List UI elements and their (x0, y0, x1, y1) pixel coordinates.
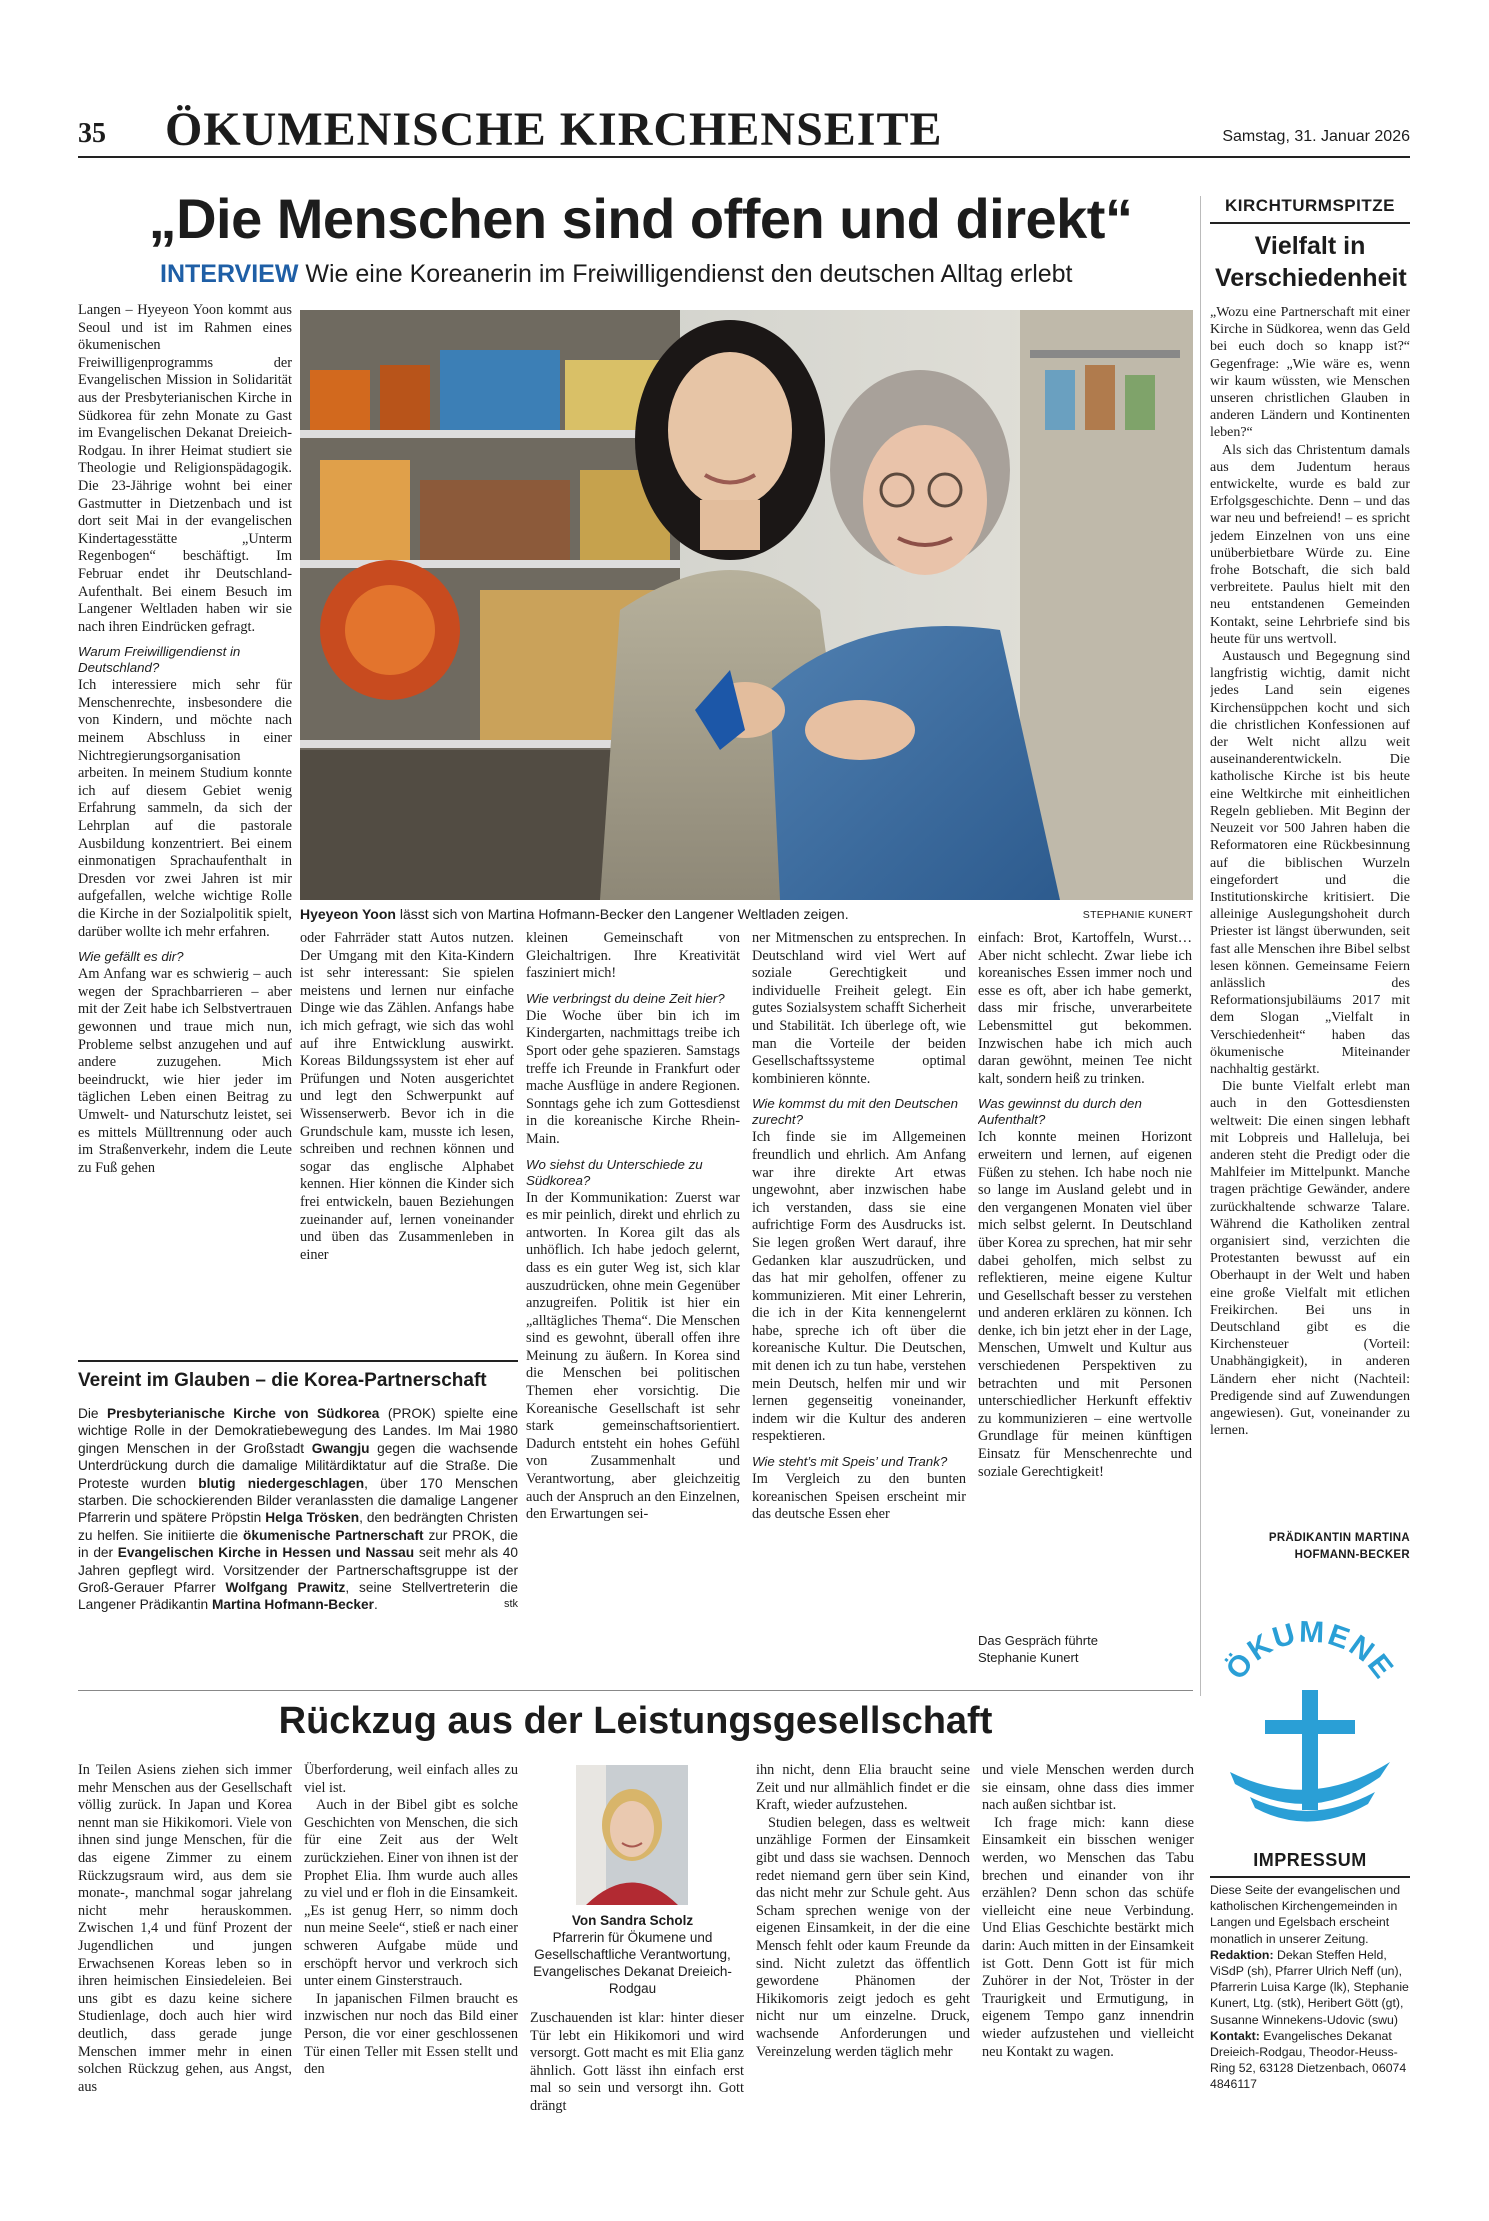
text: gegen die wachsende Unterdrückung durch die damalige Militärdiktatur auf die Straße. Die Proteste wurden (78, 1440, 518, 1491)
interview-headline: „Die Menschen sind offen und direkt“ (148, 187, 1133, 250)
author-line-2: HOFMANN-BECKER (1294, 1549, 1410, 1561)
question: Wie kommst du mit den Deutschen zurecht? (752, 1096, 959, 1128)
question: Warum Freiwilligendienst in Deutschland? (78, 644, 241, 676)
text: . (373, 1597, 378, 1613)
logo-text: ÖKUMENE (1219, 1615, 1401, 1686)
highlight: Presbyterianische Kirche von Südkorea (106, 1406, 380, 1421)
highlight: Wolfgang Prawitz (225, 1580, 346, 1596)
answer-continued: kleinen Gemeinschaft von Gleichaltrigen. Ihre Kreativität fasziniert mich! (526, 930, 740, 982)
question: Wie steht’s mit Speis’ und Trank? (752, 1454, 948, 1470)
text: , den bedrängten Christen zu helfen. Sie initiierte die (78, 1510, 518, 1543)
korea-box-rule (78, 1360, 518, 1362)
interview-byline (978, 1632, 1192, 1666)
svg-text:ÖKUMENE (1220, 1616, 1401, 1686)
essay-column-2 (304, 1762, 518, 2182)
kontakt-text: Evangelisches Dekanat Dreieich-Rodgau, Theodor-Heuss-Ring 52, 63128 Dietzenbach, 06074 4846117 (1210, 2028, 1407, 2092)
essay-column-4 (756, 1762, 970, 2182)
answer: Im Vergleich zu den bunten koreanischen Speisen erscheint mir das deutsche Essen eher (752, 1471, 966, 1523)
essay-paragraph: Studien belegen, dass es weltweit unzählige Formen der Einsamkeit gibt und dass sie wachsen. Dennoch redet niemand gern über sein Kind, das nicht mehr zur Schule geht. Aus Scham sprechen wenige von der eigenen Einsamkeit, in der die eine Mensch fehlt oder kaum Freunde da sind. Nicht zuletzt das öffentlich gewordene Phänomen der Hikikomoris zeigt jedoch es geht nicht nur um einzelne. Druck, wachsende Anforderungen und Vereinzelung werden täglich mehr (756, 1814, 970, 2060)
interview-column-1 (78, 302, 292, 1332)
byline-line-2: Stephanie Kunert (978, 1650, 1079, 1665)
interview-subline (160, 260, 1140, 289)
essay-paragraph: Ich frage mich: kann diese Einsamkeit ein bisschen weniger werden, wo Menschen das Tabu brechen und einander von ihr erzählen? Denn schon das schüfe vielleicht eine neue Verbindung. Und Elias Geschichte bestärkt mich darin: Auch mitten in der Einsamkeit ist Gott. Denn Gott ist für mich Zuhörer in der Not, Tröster in der Traurigkeit und Ermutigung, in eigenem Tempo ganz innendrin wieder aufzustehen und vielleicht neu Kontakt zu wagen. (982, 1814, 1194, 2060)
photo-caption (300, 906, 1000, 922)
essay-top-rule (78, 1690, 1193, 1691)
answer: Ich interessiere mich sehr für Menschenrechte, insbesondere die von Kindern, und möchte nach meinem Abschluss in einer Nichtregierungsorganisation arbeiten. In meinem Studium konnte ich auf diesem Gebiet wenig Erfahrung sammeln, da sich der Lehrplan auf die pastorale Ausbildung konzentriert. Bei einem einmonatigen Sprachaufenthalt in Dresden vor zwei Jahren ist mir aufgefallen, welche wichtige Rolle die Kirche in der Sozialpolitik spielt, darüber wollte ich mehr erfahren. (78, 677, 292, 940)
interview-photo (300, 310, 1193, 900)
sidebar-paragraph: Als sich das Christentum damals aus dem Judentum heraus entwickelte, wurde es bald zur Erfolgsgeschichte. Denn – und das war neu und befreiend! – es spricht jedem Einzelnen von uns eine unüberbietbare Würde zu. Eine frohe Botschaft, die sich bald verbreitete. Paulus hielt mit den neu entstandenen Gemeinden Kontakt, seine Lehrbriefe sind bis heute für uns wertvoll. (1210, 442, 1410, 647)
answer: In der Kommunikation: Zuerst war es mir peinlich, direkt und ehrlich zu antworten. In Korea gilt das als unhöflich. Ich habe jedoch gelernt, dass es ein guter Weg ist, sich klar auszudrücken, ohne mein Gegenüber anzugreifen. Politik ist hier ein „alltägliches Thema“. Die Menschen sind es gewohnt, überall offen ihre Meinung zu äußern. In Korea sind die Menschen bei politischen Themen eher vorsichtig. Die Koreanische Gesellschaft ist sehr stark gemeinschaftsorientiert. Dadurch entsteht ein hohes Gefühl von Zusammenhalt und Verantwortung, aber gleichzeitig auch der Anspruch an den Einzelnen, den Erwartungen sei- (526, 1189, 740, 1523)
korea-box-title: Vereint im Glauben – die Korea-Partnerschaft (78, 1370, 487, 1391)
text: Die (78, 1406, 107, 1421)
page-number: 35 (78, 118, 106, 149)
korea-box-text (78, 1405, 518, 1667)
highlight: Gwangju (311, 1440, 370, 1456)
text: seit mehr als 40 Jahren gepflegt wird. Vorsitzender der Partnerschaftsgruppe ist der Groß-Gerauer Pfarrer (78, 1545, 518, 1596)
answer-continued: ner Mitmenschen zu entsprechen. In Deutschland wird viel Wert auf soziale Gerechtigkeit und individuelle Freiheit gelegt. Ein gutes Sozialsystem schafft Sicherheit und Stabilität. Ich überlege oft, wie man die Vorteile der beiden Gesellschaftssysteme optimal kombinieren könnte. (752, 930, 966, 1087)
sidebar-paragraph: Die bunte Vielfalt erlebt man auch in den Gottesdiensten weltweit: Die einen singen lebhaft mit Lobpreis und Halleluja, bei anderen steht die Predigt oder die Mahlfeier im Mittelpunkt. Manche tragen prächtige Gewänder, andere zurückhaltende schwarze Talare. Während die Katholiken zentral organisiert sind, verzichten die Protestanten bewusst auf ein Oberhaupt in der Welt und haben eine große Vielfalt mit etlichen Freikirchen. Bei uns in Deutschland gibt es die Kirchensteuer (Vorteil: Unabhängigkeit), in anderen Ländern eher nicht (Nachteil: Predigende sind auf Zuwendungen angewiesen). Gut, voneinander zu lernen. (1210, 1079, 1410, 1439)
highlight: Evangelischen Kirche in Hessen und Nassau (117, 1545, 415, 1561)
sidebar-paragraph: „Wozu eine Partnerschaft mit einer Kirche in Südkorea, wenn das Geld bei euch doch so knapp ist?“ Gegenfrage: „Wie wäre es, wenn wir kaum wüssten, wie Menschen unseren christlichen Glauben in anderen Ländern und Kontinenten leben?“ (1210, 305, 1410, 441)
weltladen-photo-illustration (300, 310, 1193, 900)
essay-paragraph: In japanischen Filmen braucht es inzwischen nur noch das Bild einer Person, die vor einer geschlossenen Tür einen Teller mit Essen stellt und den (304, 1990, 518, 2078)
answer: Die Woche über bin ich im Kindergarten, nachmittags treibe ich Sport oder gehe spazieren. Samstags treffe ich Freunde in Frankfurt oder mache Ausflüge in andere Regionen. Sonntags gehe ich zum Gottesdienst in die koreanische Kirche Rhein-Main. (526, 1007, 740, 1147)
highlight: ökumenische Partnerschaft (243, 1527, 424, 1543)
sidebar-paragraph: Austausch und Begegnung sind langfristig wichtig, damit nicht jedes Land sein eigenes Kirchensüppchen kocht und sich die christlichen Konfessionen auf der Welt nicht allzu weit auseinanderentwickeln. Die katholische Kirche ist bis heute eine Weltkirche mit einheitlichen Regeln geblieben. Mit Beginn der Neuzeit vor 500 Jahren haben die Reformatoren eine Rückbesinnung auf die biblischen Wurzeln eingefordert und die Institutionskirche kritisiert. Die alleinige Auslegungshoheit durch Priester ist längst überwunden, seit fast alle Menschen ihre Bibel selbst lesen können. Gemeinsame Feiern anlässlich des Reformationsjubiläums 2017 mit dem Slogan „Vielfalt in Verschiedenheit“ haben das ökumenische Miteinander nachhaltig gestärkt. (1210, 649, 1410, 1077)
highlight: Martina Hofmann-Becker (211, 1597, 374, 1613)
text: , über 170 Menschen starben. Die schockierenden Bilder veranlassten die damalige Langener Pfarrerin und spätere Pröpstin (78, 1475, 518, 1526)
question: Wo siehst du Unterschiede zu Südkorea? (526, 1156, 703, 1188)
kicker-interview: INTERVIEW (160, 260, 299, 288)
question: Wie verbringst du deine Zeit hier? (526, 990, 725, 1006)
caption-text: lässt sich von Martina Hofmann-Becker den Langener Weltladen zeigen. (395, 906, 849, 922)
author-info (530, 1912, 735, 1997)
impressum-intro: Diese Seite der evangelischen und katholischen Kirchengemeinden in Langen und Egelsbach erscheint monatlich in unserer Zeitung. (1210, 1883, 1401, 1946)
author-portrait (576, 1765, 688, 1905)
caption-name: Hyeyeon Yoon (300, 906, 396, 922)
sidebar-divider (1200, 196, 1201, 1696)
photo-credit: STEPHANIE KUNERT (1082, 909, 1193, 921)
answer-continued: oder Fahrräder statt Autos nutzen. Der Umgang mit den Kita-Kindern ist sehr interessant: Sie spielen meistens und lernen nur einfache Dinge wie das Zählen. Anfangs habe ich mich gefragt, wie sich das wohl auf ihre Entwicklung auswirkt. Koreas Bildungssystem ist eher auf Prüfungen und Noten ausgerichtet und legt den Schwerpunkt auf Wissenserwerb. Bevor ich in die Grundschule kam, musste ich lesen, schreiben und rechnen können und sogar das englische Alphabet kennen. Hier können die Kinder sich frei entwickeln, bauen Beziehungen zueinander auf, lernen voneinander und üben das Zusammenleben in einer (300, 930, 514, 1263)
portrait-illustration (576, 1765, 688, 1905)
essay-paragraph: In Teilen Asiens ziehen sich immer mehr Menschen aus der Gesellschaft völlig zurück. In Japan und Korea nennt man sie Hikikomori. Viele von ihnen sind junge Menschen, für die das eigene Zimmer zu einem Rückzugsraum wird, aus dem sie monate-, manchmal sogar jahrelang nicht mehr herauskommen. Zwischen 1,4 und fünf Prozent der Jugendlichen und jungen Erwachsenen Koreas leben so in ihren heimischen Einsiedeleien. Bei uns gibt es dazu keine sichere Studienlage, doch auch hier wird deutlich, dass gerade junge Menschen immer mehr in einen solchen Rückzug gehen, aus Angst, aus (78, 1762, 292, 2095)
impressum-rule (1210, 1876, 1410, 1878)
essay-paragraph: Überforderung, weil einfach alles zu viel ist. (304, 1762, 518, 1796)
issue-date: Samstag, 31. Januar 2026 (1222, 128, 1410, 145)
author-role: Pfarrerin für Ökumene und Gesellschaftliche Verantwortung, Evangelisches Dekanat Dreieich-Rodgau (533, 1930, 732, 1996)
sidebar-title: Vielfalt in Verschiedenheit (1215, 232, 1407, 292)
question: Was gewinnst du durch den Aufenthalt? (978, 1096, 1142, 1128)
oekumene-logo (1210, 1612, 1410, 1842)
interview-column-3 (526, 930, 740, 1670)
essay-paragraph: Auch in der Bibel gibt es solche Geschichten von Menschen, die sich für eine Zeit aus der Welt zurückziehen. Einer von ihnen ist der Prophet Elia. Ihm wurde auch alles zu viel und er floh in die Einsamkeit. „Es ist genug Herr, so nimm doch nun meine Seele“, stieß er nach einer schweren Aufgabe müde und erschöpft hervor und verkroch sich unter einem Ginsterstrauch. (304, 1797, 518, 1990)
essay-column-3 (530, 2010, 744, 2182)
sidebar-label-rule (1210, 222, 1410, 224)
question: Wie gefällt es dir? (78, 949, 184, 965)
byline-line-1: Das Gespräch führte (978, 1633, 1098, 1648)
essay-paragraph: ihn nicht, denn Elia braucht seine Zeit und nur allmählich findet er die Kraft, wieder aufzustehen. (756, 1762, 970, 1814)
impressum-text (1210, 1882, 1410, 2093)
essay-paragraph: Zuschauenden ist klar: hinter dieser Tür lebt ein Hikikomori und wird versorgt. Gott macht es mit Elia ganz ähnlich. Gott lässt ihn einfach erst mal so sein und versorgt ihn. Gott drängt (530, 2010, 744, 2114)
redaktion-label: Redaktion: (1210, 1947, 1274, 1962)
text: (PROK) spielte eine wichtige Rolle in der Demokratiebewegung des Landes. Im Mai 1980 gingen Menschen in der Großstadt (78, 1406, 518, 1456)
highlight: blutig niedergeschlagen (198, 1475, 365, 1491)
essay-headline: Rückzug aus der Leistungsgesellschaft (278, 1700, 993, 1742)
answer-continued: einfach: Brot, Kartoffeln, Wurst… Aber nicht schlecht. Zwar liebe ich koreanisches Essen immer noch und esse es oft, aber ich habe gemerkt, dass mir frische, unverarbeitete Lebensmittel gut bekommen. Inzwischen habe ich mich auch daran gewöhnt, meinen Tee nicht kalt, sondern heiß zu trinken. (978, 930, 1192, 1087)
interview-column-4 (752, 930, 966, 1670)
essay-column-1 (78, 1762, 292, 2182)
highlight: Helga Trösken (265, 1510, 360, 1526)
text: zur PROK, die in der (78, 1527, 518, 1561)
sidebar-label: KIRCHTURMSPITZE (1225, 196, 1395, 215)
section-title: ÖKUMENISCHE KIRCHENSEITE (165, 103, 943, 156)
subline-text: Wie eine Koreanerin im Freiwilligendienst den deutschen Alltag erlebt (305, 260, 1073, 288)
author-name: Von Sandra Scholz (571, 1913, 694, 1928)
essay-column-5 (982, 1762, 1194, 2182)
text: , seine Stellvertreterin die Langener Prädikantin (78, 1580, 518, 1613)
author-line-1: PRÄDIKANTIN MARTINA (1268, 1532, 1410, 1544)
signature: stk (503, 1598, 518, 1611)
interview-column-2 (300, 930, 514, 1334)
impressum-title: IMPRESSUM (1253, 1850, 1367, 1870)
essay-paragraph: und viele Menschen werden durch sie einsam, ohne dass dies immer nach außen sichtbar ist. (982, 1762, 1194, 1814)
answer: Ich konnte meinen Horizont erweitern und lernen, auf eigenen Füßen zu stehen. Ich habe noch nie so lange im Ausland gelebt und in den vergangenen Monaten viel über mich selbst gelernt. In Deutschland über Korea zu sprechen, hat mir sehr dabei geholfen, mich selbst zu reflektieren, meine eigene Kultur und Gesellschaft besser zu verstehen und anderen erklären zu können. Ich denke, ich bin jetzt eher in der Lage, Menschen, Umwelt und Kultur aus verschiedenen Perspektiven zu betrachten und mit Personen unterschiedlicher Herkunft effektiv zu kommunizieren – eine wertvolle Grundlage für meinen künftigen Einsatz für Menschenrechte und soziale Gerechtigkeit! (978, 1129, 1192, 1480)
sidebar-text (1210, 304, 1410, 1534)
interview-intro: Langen – Hyeyeon Yoon kommt aus Seoul und ist im Rahmen eines ökumenischen Freiwilligenprogramms der Evangelischen Mission in Solidarität aus der Presbyterianischen Kirche in Südkorea für zehn Monate zu Gast im Evangelischen Dekanat Dreieich-Rodgau. In ihrer Heimat studiert sie Theologie und Religionspädagogik. Die 23-Jährige wohnt bei einer Gastmutter in Dietzenbach und ist dort seit Mai in der evangelischen Kindertagesstätte „Unterm Regenbogen“ beschäftigt. Im Februar endet ihr Deutschland-Aufenthalt. Bei einem Besuch im Langener Weltladen haben wir sie nach ihren Eindrücken gefragt. (78, 302, 292, 635)
oekumene-ship-cross-icon (1210, 1612, 1410, 1842)
header-rule (78, 156, 1410, 158)
answer: Am Anfang war es schwierig – auch wegen der Sprachbarrieren – aber mit der Zeit habe ich Selbstvertrauen gewonnen und traue mich nun, Probleme selbst anzugehen und auf andere zuzugehen. Mich beeindruckt, wie hier jeder im täglichen Leben einen Beitrag zu Umwelt- und Naturschutz leistet, sei es mittels Mülltrennung oder auch im Straßenverkehr, indem die Leute zu Fuß gehen (78, 966, 292, 1176)
redaktion-text: Dekan Steffen Held, ViSdP (sh), Pfarrer Ulrich Neff (un), Pfarrerin Luisa Karge (lk), Stephanie Kunert, Ltg. (stk), Heribert Gött (gt), Susanne Winnekens-Udovic (swu) (1210, 1947, 1409, 2027)
interview-column-5 (978, 930, 1192, 1630)
sidebar-author (1210, 1530, 1410, 1564)
answer: Ich finde sie im Allgemeinen freundlich und ehrlich. Am Anfang war ihre direkte Art etwas ungewohnt, aber inzwischen habe ich verstanden, dass sie eine aufrichtige Form des Ausdrucks ist. Sie legen großen Wert darauf, ihre Gedanken klar auszudrücken, und das hat mir geholfen, offener zu kommunizieren. Mit einer Lehrerin, die ich in der Kita kennengelernt habe, spreche ich oft über die koreanische Kultur. Die Deutschen, mit denen ich zu tun habe, verstehen mein Deutsch, helfen mir und wir lernen gegenseitig voneinander, indem wir die Kultur des anderen respektieren. (752, 1129, 966, 1445)
kontakt-label: Kontakt: (1210, 2028, 1260, 2043)
